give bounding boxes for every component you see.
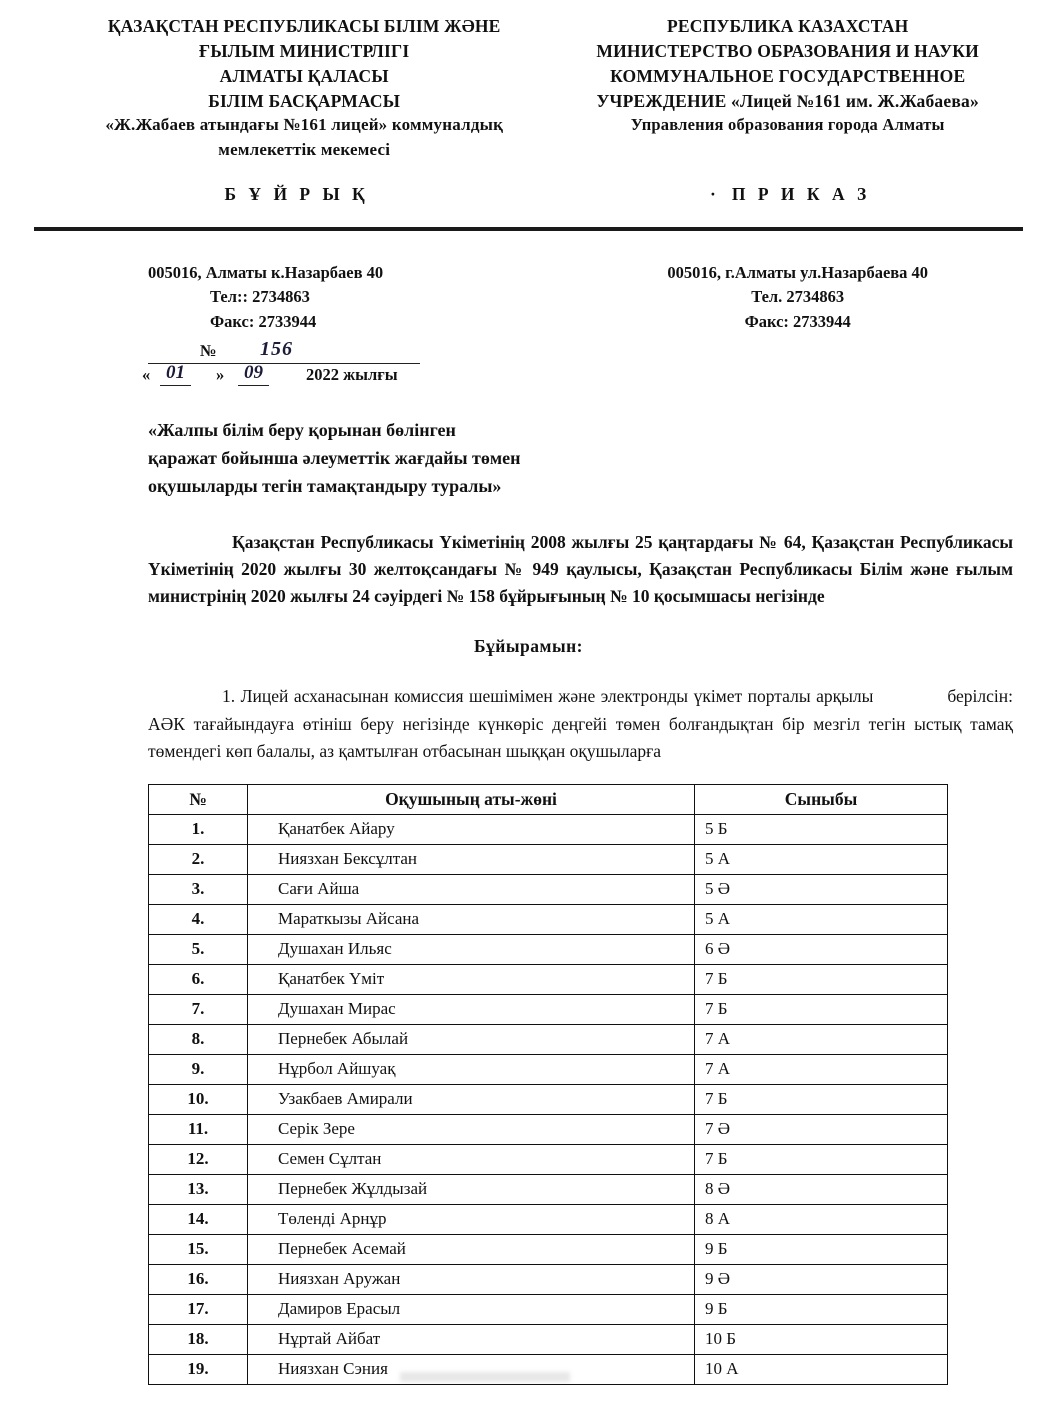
address-right-fax: Факс: 2733944 [744, 312, 851, 332]
header-kazakh-block [30, 14, 548, 162]
cell-class: 7 Б [695, 964, 948, 994]
scan-artifact [400, 1372, 570, 1382]
cell-number: 12. [149, 1144, 248, 1174]
cell-name: Нұртай Айбат [248, 1324, 695, 1354]
cell-class: 9 Б [695, 1234, 948, 1264]
cell-class: 5 А [695, 904, 948, 934]
date-year-label: 2022 жылғы [306, 364, 398, 384]
table-row [149, 1114, 948, 1144]
cell-name: Пернебек Жұлдызай [248, 1174, 695, 1204]
cell-number: 16. [149, 1264, 248, 1294]
order-number-label: № [200, 340, 217, 360]
cell-class: 10 А [695, 1354, 948, 1384]
cell-class: 5 А [695, 844, 948, 874]
cell-class: 7 А [695, 1054, 948, 1084]
cell-name: Дамиров Ерасыл [248, 1294, 695, 1324]
table-row [149, 1204, 948, 1234]
cell-name: Семен Сұлтан [248, 1144, 695, 1174]
cell-name: Серік Зере [248, 1114, 695, 1144]
cell-class: 9 Б [695, 1294, 948, 1324]
cell-name: Қанатбек Үміт [248, 964, 695, 994]
cell-class: 8 А [695, 1204, 948, 1234]
table-row [149, 1144, 948, 1174]
document-title-line-2: қаражат бойынша әлеуметтік жағдайы төмен [148, 447, 521, 468]
cell-number: 8. [149, 1024, 248, 1054]
body-paragraph-tail: берілсін: [947, 685, 1013, 706]
cell-class: 7 Б [695, 1144, 948, 1174]
table-row [149, 1264, 948, 1294]
table-row [149, 1294, 948, 1324]
cell-class: 6 Ә [695, 934, 948, 964]
header-kk-line-5: «Ж.Жабаев атындағы №161 лицей» коммуналдық [105, 115, 504, 135]
table-row [149, 1174, 948, 1204]
cell-number: 5. [149, 934, 248, 964]
document-title [148, 417, 708, 501]
cell-name: Төленді Арнұр [248, 1204, 695, 1234]
date-day-value: 01 [160, 362, 191, 386]
table-row [149, 904, 948, 934]
cell-class: 7 А [695, 1024, 948, 1054]
document-header [0, 0, 1057, 162]
cell-number: 15. [149, 1234, 248, 1264]
order-declaration: Бұйырамын: [473, 635, 584, 656]
address-left-phone: Тел:: 2734863 [210, 287, 310, 307]
cell-name: Душахан Мирас [248, 994, 695, 1024]
cell-class: 5 Ә [695, 874, 948, 904]
table-row [149, 1024, 948, 1054]
table-row [149, 964, 948, 994]
table-header-number: № [149, 784, 248, 814]
address-right [548, 261, 1027, 335]
cell-class: 8 Ә [695, 1174, 948, 1204]
header-kk-line-3: АЛМАТЫ ҚАЛАСЫ [219, 65, 389, 86]
table-row [149, 994, 948, 1024]
cell-name: Ниязхан Бексұлтан [248, 844, 695, 874]
cell-class: 7 Б [695, 1084, 948, 1114]
table-row [149, 874, 948, 904]
cell-number: 9. [149, 1054, 248, 1084]
document-title-line-1: «Жалпы білім беру қорынан бөлінген [148, 419, 456, 440]
date-quote-open: « [142, 364, 151, 384]
cell-number: 10. [149, 1084, 248, 1114]
table-header-class: Сыныбы [695, 784, 948, 814]
table-row [149, 814, 948, 844]
table-header-row [149, 784, 948, 814]
cell-number: 7. [149, 994, 248, 1024]
cell-number: 14. [149, 1204, 248, 1234]
cell-number: 19. [149, 1354, 248, 1384]
header-kk-line-6: мемлекеттік мекемесі [218, 139, 391, 159]
cell-class: 10 Б [695, 1324, 948, 1354]
cell-number: 1. [149, 814, 248, 844]
address-right-phone: Тел. 2734863 [751, 287, 845, 307]
order-word-kazakh: Б Ұ Й Р Ы Қ [224, 183, 369, 204]
cell-name: Қанатбек Айару [248, 814, 695, 844]
cell-number: 11. [149, 1114, 248, 1144]
cell-number: 3. [149, 874, 248, 904]
cell-class: 9 Ә [695, 1264, 948, 1294]
date-month-value: 09 [238, 362, 269, 386]
students-table [148, 784, 948, 1385]
cell-number: 13. [149, 1174, 248, 1204]
address-left [30, 261, 548, 335]
preamble-paragraph: Қазақстан Республикасы Үкіметінің 2008 жылғы 25 қаңтардағы № 64, Қазақстан Республикасы Үкіметінің 2020 жылғы 30 желтоқсандағы № 949 қаулысы, Қазақстан Республикасы Білім және ғылым министрінің 2020 жылғы 24 сәуірдегі № 158 бұйрығының № 10 қосымшасы негізінде [148, 531, 1013, 606]
cell-number: 2. [149, 844, 248, 874]
cell-number: 17. [149, 1294, 248, 1324]
table-row [149, 1084, 948, 1114]
table-row [149, 844, 948, 874]
header-kk-line-1: ҚАЗАҚСТАН РЕСПУБЛИКАСЫ БІЛІМ ЖӘНЕ [107, 16, 501, 36]
cell-name: Нұрбол Айшуақ [248, 1054, 695, 1084]
cell-name: Ниязхан Сэния [248, 1354, 695, 1384]
cell-name: Душахан Ильяс [248, 934, 695, 964]
header-ru-line-3: КОММУНАЛЬНОЕ ГОСУДАРСТВЕННОЕ [610, 65, 966, 86]
table-row [149, 1324, 948, 1354]
header-kk-line-4: БІЛІМ БАСҚАРМАСЫ [208, 90, 401, 111]
cell-class: 7 Ә [695, 1114, 948, 1144]
table-header-name: Оқушының аты-жөні [248, 784, 695, 814]
table-row [149, 1054, 948, 1084]
cell-name: Узакбаев Амирали [248, 1084, 695, 1114]
cell-class: 5 Б [695, 814, 948, 844]
header-ru-line-4: УЧРЕЖДЕНИЕ «Лицей №161 им. Ж.Жабаева» [596, 90, 979, 111]
order-date-line [142, 361, 472, 387]
document-title-line-3: оқушыларды тегін тамақтандыру туралы» [148, 475, 502, 496]
address-left-fax: Факс: 2733944 [210, 312, 317, 332]
cell-name: Пернебек Абылай [248, 1024, 695, 1054]
order-word-russian: · П Р И К А З [710, 184, 870, 204]
body-paragraph-text: 1. Лицей асханасынан комиссия шешімімен және электронды үкімет порталы арқылы АӘК тағайындауға өтініш беру негізінде күнкөріс деңгейі төмен болғандықтан бір мезгіл тегін ыстық тамақ төмендегі көп балалы, аз қамтылған отбасынан шыққан оқушыларға [148, 685, 1013, 762]
cell-number: 6. [149, 964, 248, 994]
cell-name: Пернебек Асемай [248, 1234, 695, 1264]
cell-name: Ниязхан Аружан [248, 1264, 695, 1294]
header-ru-line-1: РЕСПУБЛИКА КАЗАХСТАН [667, 16, 909, 36]
body-paragraph [148, 683, 1013, 766]
address-left-street: 005016, Алматы к.Назарбаев 40 [148, 262, 384, 282]
header-ru-line-5: Управления образования города Алматы [630, 115, 945, 135]
cell-number: 4. [149, 904, 248, 934]
header-kk-line-2: ҒЫЛЫМ МИНИСТРЛІГІ [199, 40, 410, 61]
table-row [149, 1234, 948, 1264]
table-row [149, 934, 948, 964]
order-word-row [0, 162, 1057, 205]
date-quote-close: » [216, 364, 225, 384]
address-right-street: 005016, г.Алматы ул.Назарбаева 40 [667, 262, 929, 282]
header-ru-line-2: МИНИСТЕРСТВО ОБРАЗОВАНИЯ И НАУКИ [596, 40, 979, 61]
cell-class: 7 Б [695, 994, 948, 1024]
cell-name: Мараткызы Айсана [248, 904, 695, 934]
address-block [0, 231, 1057, 335]
order-number-value: 156 [260, 337, 293, 360]
cell-name: Сағи Айша [248, 874, 695, 904]
cell-number: 18. [149, 1324, 248, 1354]
header-russian-block [548, 14, 1027, 162]
